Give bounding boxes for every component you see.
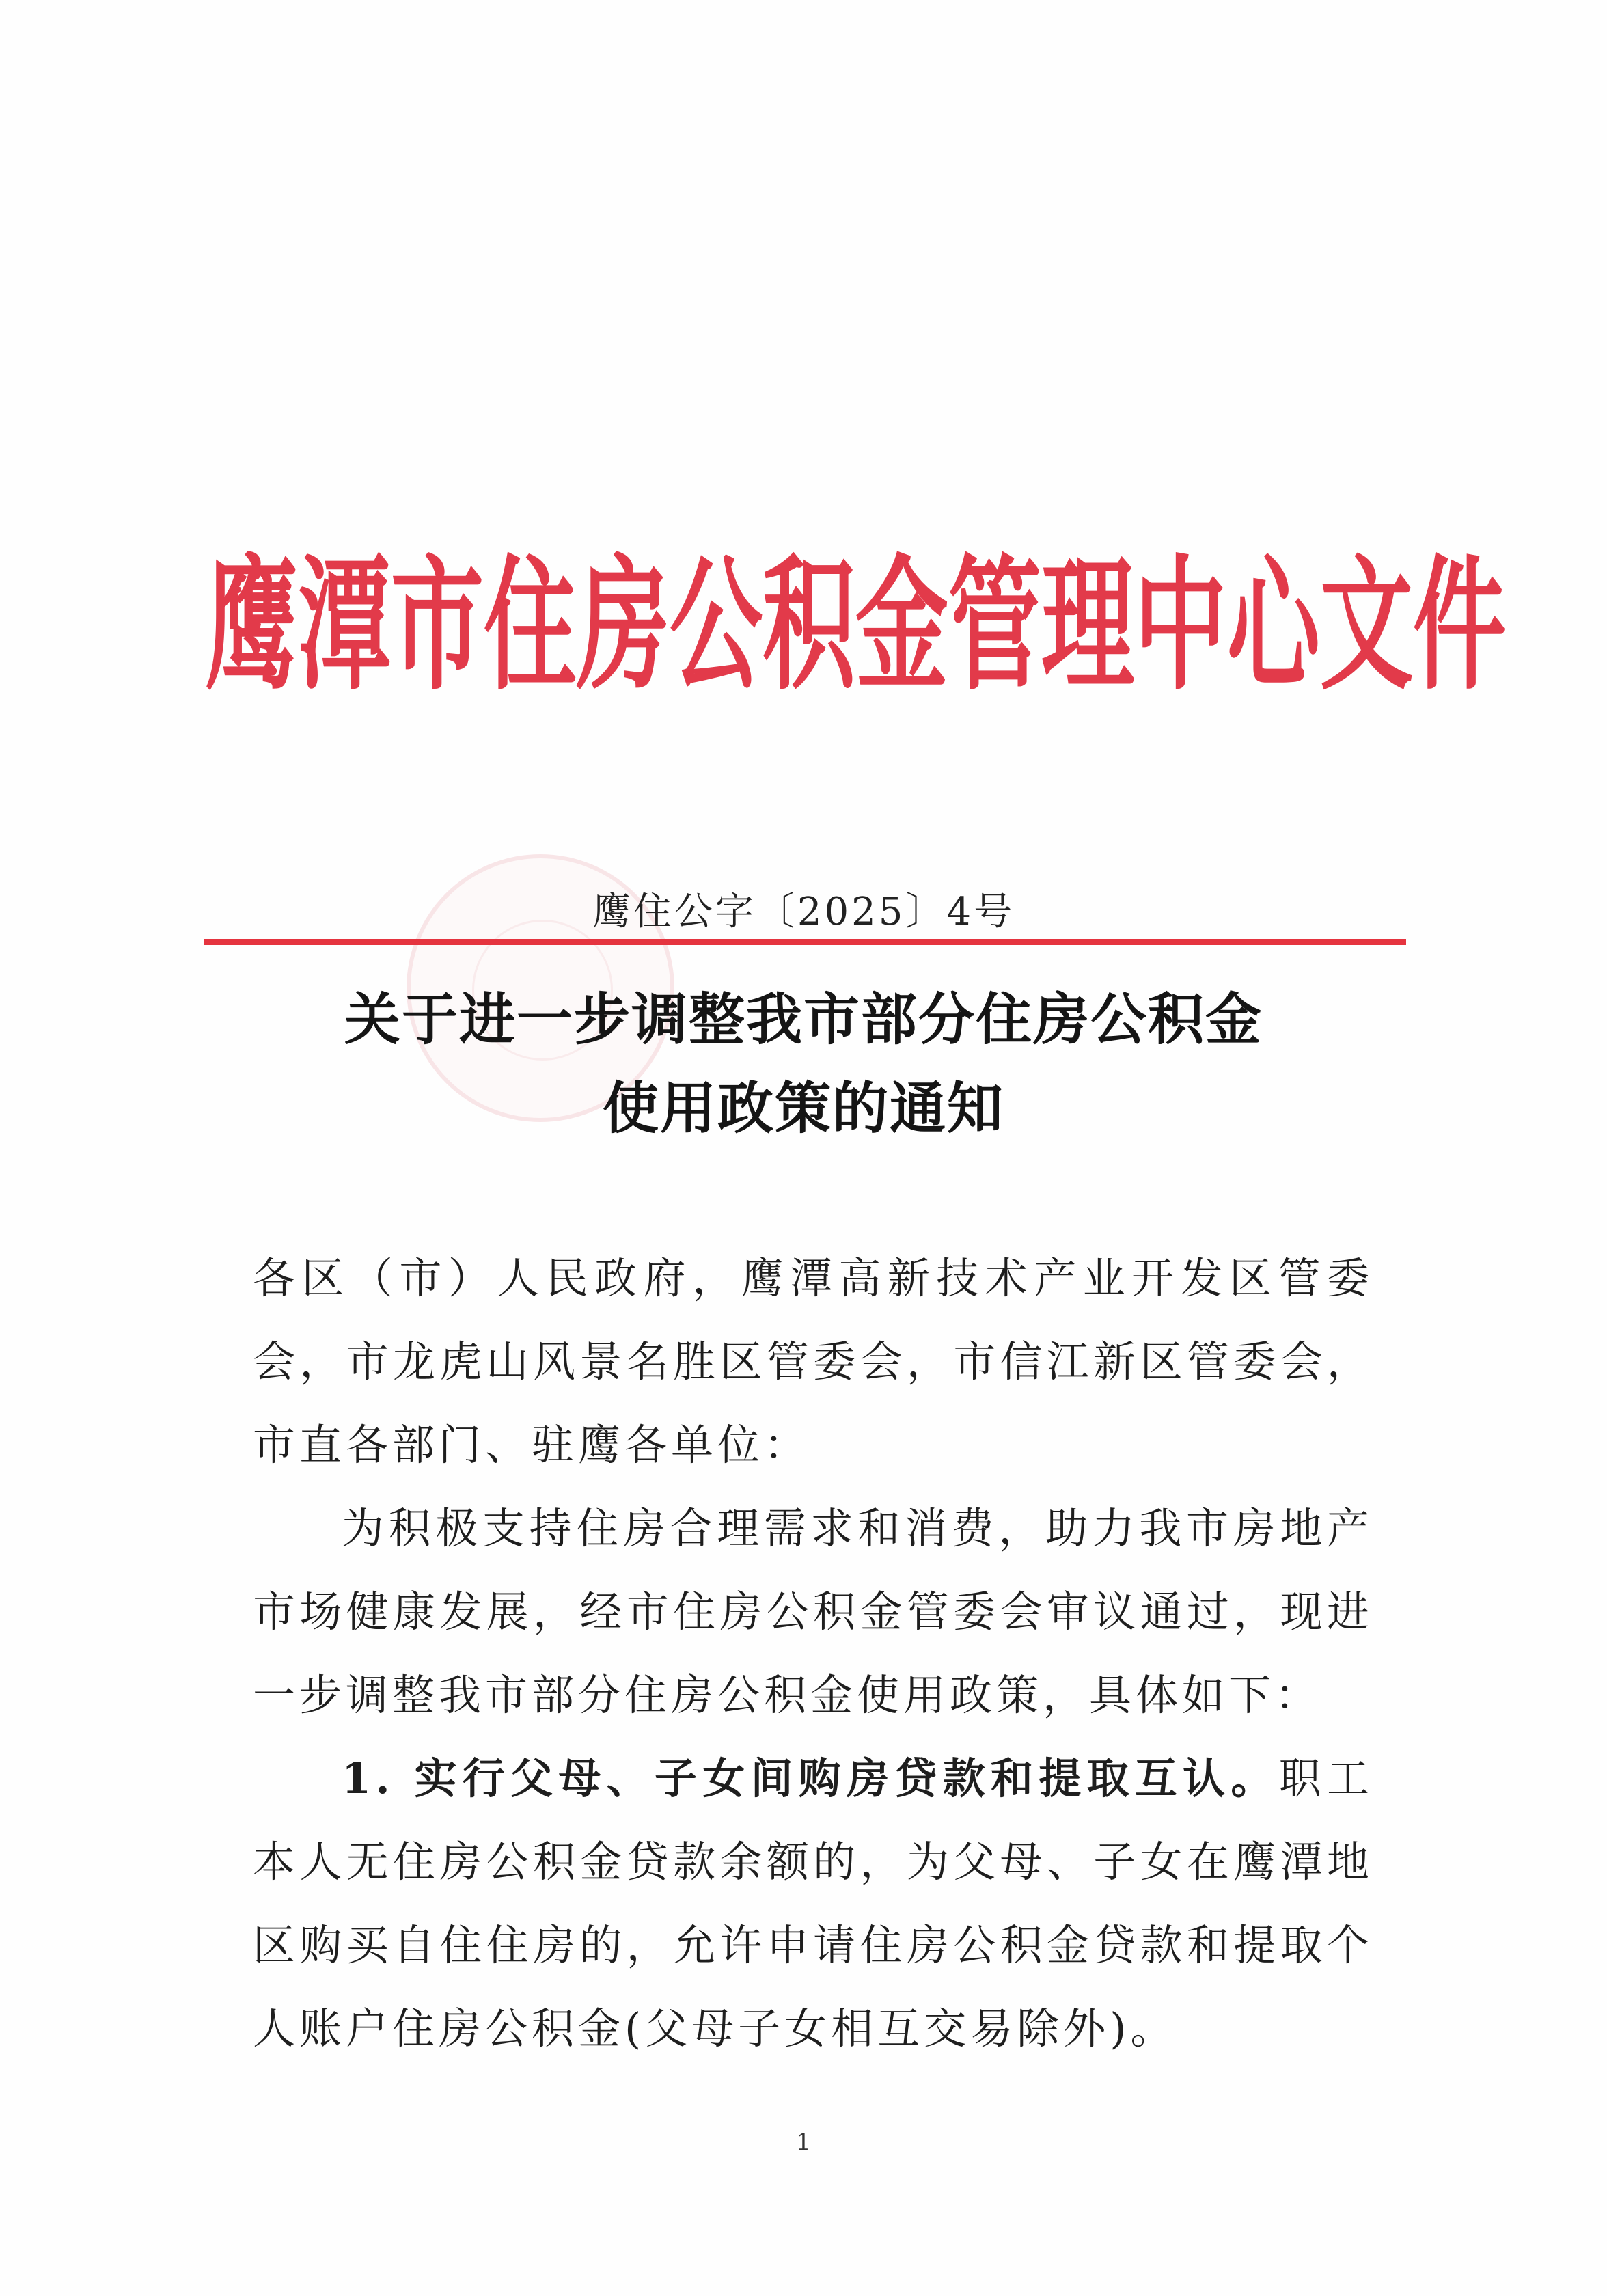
page-number: 1	[796, 2129, 811, 2156]
document-number: 鹰住公字〔2025〕4号	[592, 890, 1015, 934]
agency-masthead: 鹰潭市住房公积金管理中心文件	[205, 543, 1506, 711]
addressee-paragraph: 各区（市）人民政府，鹰潭高新技术产业开发区管委会，市龙虎山风景名胜区管委会，市信江新区管委会，市直各部门、驻鹰各单位：	[253, 1253, 1373, 1470]
item-1-text: 职工本人无住房公积金贷款余额的，为父母、子女在鹰潭地区购买自住住房的，允许申请住房公积金贷款和提取个人账户住房公积金(父母子女相互交易除外)。	[253, 1753, 1373, 2053]
title-line-2: 使用政策的通知	[602, 1076, 1004, 1141]
title-line-1: 关于进一步调整我市部分住房公积金	[344, 987, 1263, 1052]
intro-paragraph: 为积极支持住房合理需求和消费，助力我市房地产市场健康发展，经市住房公积金管委会审议通过，现进一步调整我市部分住房公积金使用政策，具体如下：	[253, 1503, 1373, 1720]
red-divider-line	[204, 939, 1406, 945]
document-body	[253, 1237, 1373, 2070]
item-1-paragraph	[253, 1737, 1373, 2070]
document-title	[0, 976, 1607, 1153]
item-1-heading: 1. 实行父母、子女间购房贷款和提取互认。	[342, 1753, 1279, 1803]
